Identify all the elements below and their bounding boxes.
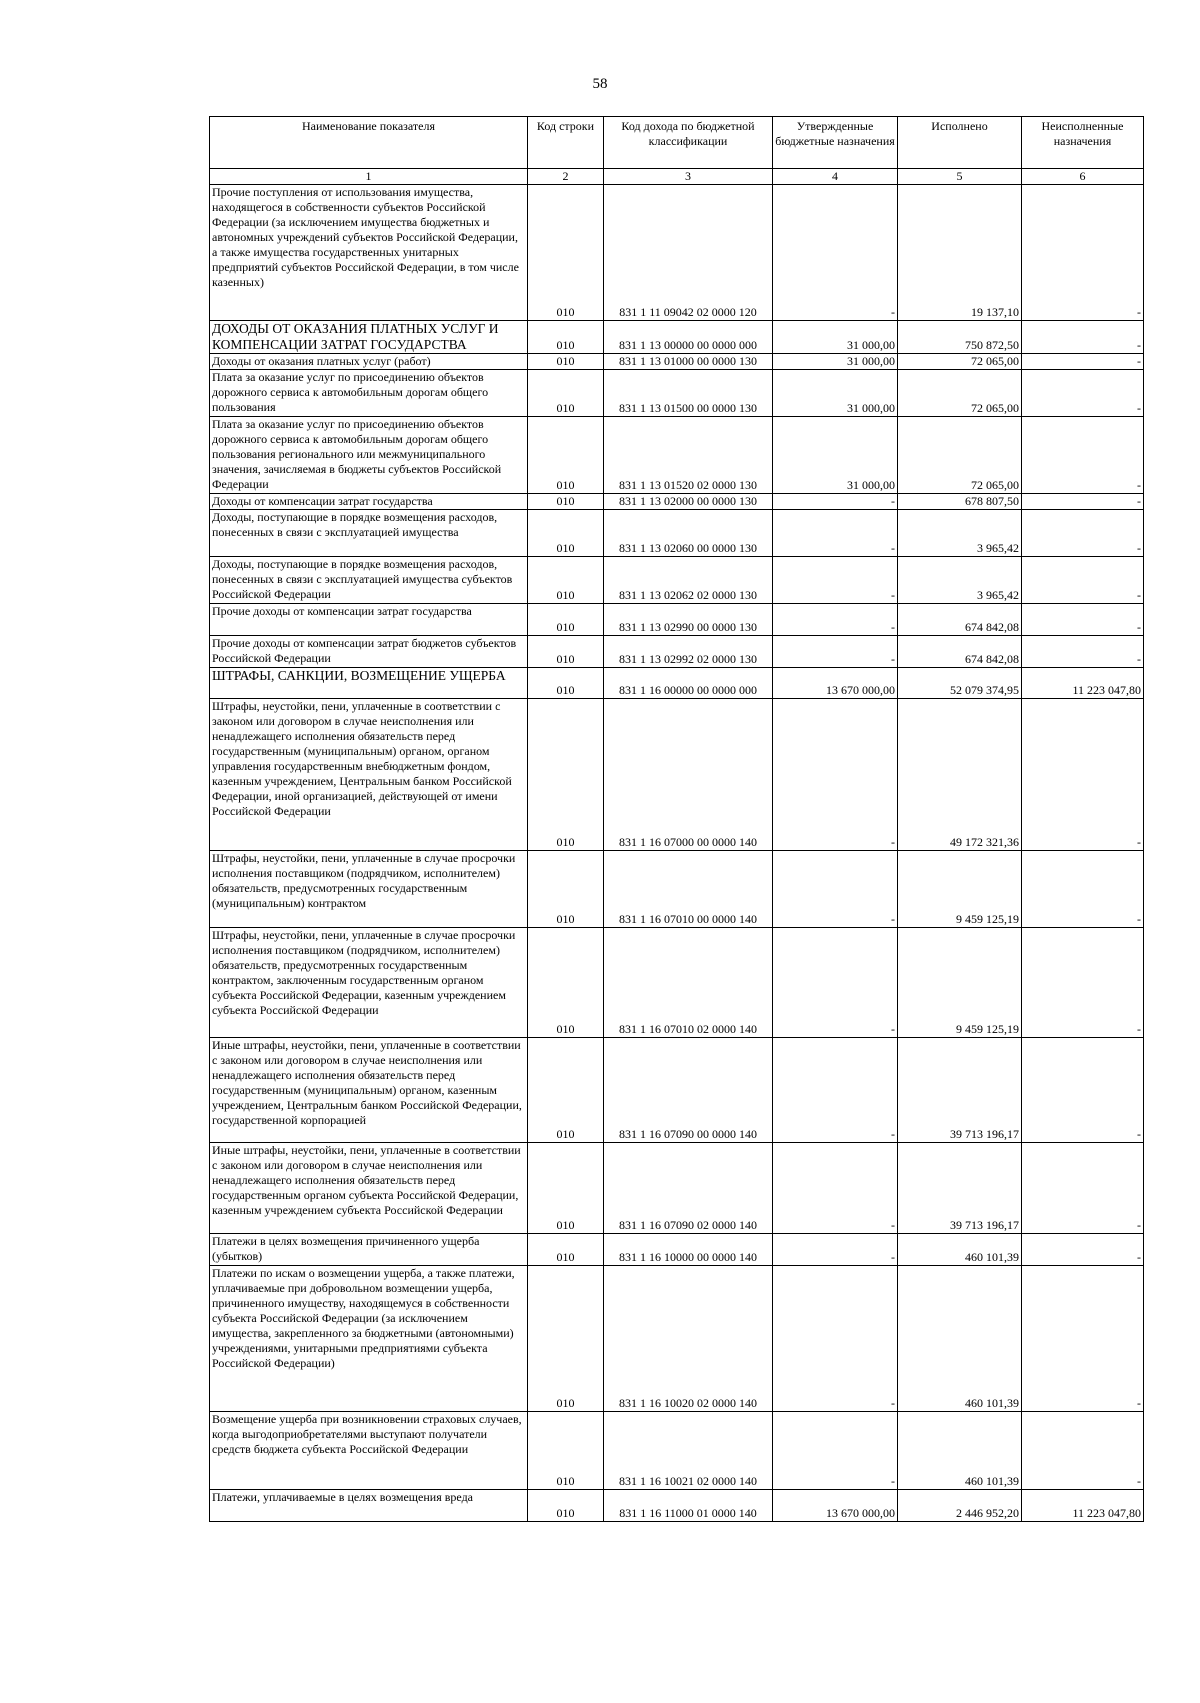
header-unexecuted: Неисполненные назначения <box>1022 117 1144 169</box>
row-name: ШТРАФЫ, САНКЦИИ, ВОЗМЕЩЕНИЕ УЩЕРБА <box>210 668 528 699</box>
column-number: 2 <box>528 169 604 185</box>
row-name: Прочие доходы от компенсации затрат бюджетов субъектов Российской Федерации <box>210 636 528 668</box>
row-income-code: 831 1 16 10020 02 0000 140 <box>604 1266 773 1412</box>
row-approved: 31 000,00 <box>773 354 898 370</box>
row-name: Доходы, поступающие в порядке возмещения расходов, понесенных в связи с эксплуатацией имущества <box>210 510 528 557</box>
row-approved: - <box>773 510 898 557</box>
row-name: Доходы от оказания платных услуг (работ) <box>210 354 528 370</box>
row-executed: 674 842,08 <box>898 636 1022 668</box>
table-row <box>210 417 1144 494</box>
table-row <box>210 668 1144 699</box>
row-income-code: 831 1 16 07010 00 0000 140 <box>604 851 773 928</box>
row-approved: - <box>773 1234 898 1266</box>
header-line-code: Код строки <box>528 117 604 169</box>
row-line-code: 010 <box>528 321 604 354</box>
row-name: Платежи в целях возмещения причиненного ущерба (убытков) <box>210 1234 528 1266</box>
table-row <box>210 370 1144 417</box>
table-row <box>210 185 1144 321</box>
table-row <box>210 321 1144 354</box>
row-name: Штрафы, неустойки, пени, уплаченные в соответствии с законом или договором в случае неисполнения или ненадлежащего исполнения обязательств перед государственным (муниципальным) органом, органом управления государственным внебюджетным фондом, казенным учреждением, Центральным банком Российской Федерации, иной организацией, действующей от имени Российской Федерации <box>210 699 528 851</box>
row-unexecuted: - <box>1022 928 1144 1038</box>
row-name: Возмещение ущерба при возникновении страховых случаев, когда выгодоприобретателями выступают получатели средств бюджета субъекта Российской Федерации <box>210 1412 528 1490</box>
row-line-code: 010 <box>528 604 604 636</box>
row-line-code: 010 <box>528 354 604 370</box>
row-name: Штрафы, неустойки, пени, уплаченные в случае просрочки исполнения поставщиком (подрядчиком, исполнителем) обязательств, предусмотренных государственным (муниципальным) контрактом <box>210 851 528 928</box>
row-income-code: 831 1 13 02992 02 0000 130 <box>604 636 773 668</box>
table-row <box>210 1234 1144 1266</box>
row-name: Прочие поступления от использования имущества, находящегося в собственности субъектов Российской Федерации (за исключением имущества бюджетных и автономных учреждений субъектов Российской Федерации, а также имущества государственных унитарных предприятий субъектов Российской Федерации, в том числе казенных) <box>210 185 528 321</box>
row-executed: 460 101,39 <box>898 1234 1022 1266</box>
table-row <box>210 510 1144 557</box>
row-approved: 13 670 000,00 <box>773 668 898 699</box>
header-row <box>210 117 1144 169</box>
row-name: Доходы от компенсации затрат государства <box>210 494 528 510</box>
row-income-code: 831 1 13 02060 00 0000 130 <box>604 510 773 557</box>
row-unexecuted: - <box>1022 494 1144 510</box>
row-line-code: 010 <box>528 1266 604 1412</box>
row-line-code: 010 <box>528 636 604 668</box>
row-executed: 72 065,00 <box>898 417 1022 494</box>
row-name: Плата за оказание услуг по присоединению объектов дорожного сервиса к автомобильным дорогам общего пользования регионального или межмуниципального значения, зачисляемая в бюджеты субъектов Российской Федерации <box>210 417 528 494</box>
row-line-code: 010 <box>528 417 604 494</box>
row-unexecuted: - <box>1022 354 1144 370</box>
table-row <box>210 1490 1144 1522</box>
column-number: 1 <box>210 169 528 185</box>
column-number-row <box>210 169 1144 185</box>
row-income-code: 831 1 16 10000 00 0000 140 <box>604 1234 773 1266</box>
row-income-code: 831 1 13 01000 00 0000 130 <box>604 354 773 370</box>
row-name: Иные штрафы, неустойки, пени, уплаченные в соответствии с законом или договором в случае неисполнения или ненадлежащего исполнения обязательств перед государственным (муниципальным) органом, казенным учреждением, Центральным банком Российской Федерации, государственной корпорацией <box>210 1038 528 1143</box>
table-row <box>210 928 1144 1038</box>
table-row <box>210 851 1144 928</box>
row-line-code: 010 <box>528 1490 604 1522</box>
row-line-code: 010 <box>528 699 604 851</box>
row-executed: 52 079 374,95 <box>898 668 1022 699</box>
row-approved: - <box>773 928 898 1038</box>
table-row <box>210 1412 1144 1490</box>
row-unexecuted: - <box>1022 321 1144 354</box>
row-line-code: 010 <box>528 1234 604 1266</box>
row-unexecuted: 11 223 047,80 <box>1022 1490 1144 1522</box>
row-income-code: 831 1 13 00000 00 0000 000 <box>604 321 773 354</box>
row-approved: - <box>773 851 898 928</box>
row-executed: 9 459 125,19 <box>898 851 1022 928</box>
row-approved: 31 000,00 <box>773 417 898 494</box>
row-name: Штрафы, неустойки, пени, уплаченные в случае просрочки исполнения поставщиком (подрядчиком, исполнителем) обязательств, предусмотренных государственным контрактом, заключенным государственным органом субъекта Российской Федерации, казенным учреждением субъекта Российской Федерации <box>210 928 528 1038</box>
column-number: 3 <box>604 169 773 185</box>
row-executed: 19 137,10 <box>898 185 1022 321</box>
row-executed: 460 101,39 <box>898 1266 1022 1412</box>
row-unexecuted: - <box>1022 636 1144 668</box>
row-line-code: 010 <box>528 668 604 699</box>
header-approved: Утвержденные бюджетные назначения <box>773 117 898 169</box>
row-executed: 39 713 196,17 <box>898 1038 1022 1143</box>
row-executed: 678 807,50 <box>898 494 1022 510</box>
row-approved: - <box>773 1038 898 1143</box>
row-unexecuted: - <box>1022 1143 1144 1234</box>
row-unexecuted: - <box>1022 1038 1144 1143</box>
row-unexecuted: 11 223 047,80 <box>1022 668 1144 699</box>
row-income-code: 831 1 13 01520 02 0000 130 <box>604 417 773 494</box>
page-number: 58 <box>592 76 608 92</box>
row-name: ДОХОДЫ ОТ ОКАЗАНИЯ ПЛАТНЫХ УСЛУГ И КОМПЕНСАЦИИ ЗАТРАТ ГОСУДАРСТВА <box>210 321 528 354</box>
table-row <box>210 1143 1144 1234</box>
header-name: Наименование показателя <box>210 117 528 169</box>
row-line-code: 010 <box>528 557 604 604</box>
row-executed: 3 965,42 <box>898 557 1022 604</box>
row-line-code: 010 <box>528 851 604 928</box>
row-approved: - <box>773 557 898 604</box>
row-line-code: 010 <box>528 185 604 321</box>
row-approved: 13 670 000,00 <box>773 1490 898 1522</box>
table-row <box>210 1038 1144 1143</box>
row-approved: 31 000,00 <box>773 370 898 417</box>
row-approved: - <box>773 1266 898 1412</box>
row-name: Доходы, поступающие в порядке возмещения расходов, понесенных в связи с эксплуатацией имущества субъектов Российской Федерации <box>210 557 528 604</box>
column-number: 5 <box>898 169 1022 185</box>
table-row <box>210 699 1144 851</box>
row-income-code: 831 1 13 01500 00 0000 130 <box>604 370 773 417</box>
row-income-code: 831 1 16 11000 01 0000 140 <box>604 1490 773 1522</box>
row-line-code: 010 <box>528 494 604 510</box>
row-approved: - <box>773 699 898 851</box>
revenue-table <box>209 116 1144 1522</box>
row-unexecuted: - <box>1022 370 1144 417</box>
row-approved: - <box>773 494 898 510</box>
row-approved: - <box>773 636 898 668</box>
row-unexecuted: - <box>1022 417 1144 494</box>
row-line-code: 010 <box>528 510 604 557</box>
header-executed: Исполнено <box>898 117 1022 169</box>
row-line-code: 010 <box>528 1412 604 1490</box>
column-number: 4 <box>773 169 898 185</box>
row-line-code: 010 <box>528 370 604 417</box>
row-executed: 2 446 952,20 <box>898 1490 1022 1522</box>
column-number: 6 <box>1022 169 1144 185</box>
row-line-code: 010 <box>528 1038 604 1143</box>
row-income-code: 831 1 16 00000 00 0000 000 <box>604 668 773 699</box>
row-income-code: 831 1 13 02000 00 0000 130 <box>604 494 773 510</box>
row-unexecuted: - <box>1022 1412 1144 1490</box>
row-income-code: 831 1 16 07090 02 0000 140 <box>604 1143 773 1234</box>
row-unexecuted: - <box>1022 699 1144 851</box>
row-unexecuted: - <box>1022 185 1144 321</box>
table-row <box>210 604 1144 636</box>
row-income-code: 831 1 13 02990 00 0000 130 <box>604 604 773 636</box>
row-executed: 39 713 196,17 <box>898 1143 1022 1234</box>
row-executed: 72 065,00 <box>898 354 1022 370</box>
row-income-code: 831 1 16 07010 02 0000 140 <box>604 928 773 1038</box>
row-line-code: 010 <box>528 1143 604 1234</box>
row-approved: - <box>773 1143 898 1234</box>
table-body <box>210 185 1144 1522</box>
row-name: Прочие доходы от компенсации затрат государства <box>210 604 528 636</box>
table-row <box>210 557 1144 604</box>
row-unexecuted: - <box>1022 557 1144 604</box>
row-executed: 3 965,42 <box>898 510 1022 557</box>
row-name: Плата за оказание услуг по присоединению объектов дорожного сервиса к автомобильным дорогам общего пользования <box>210 370 528 417</box>
row-approved: - <box>773 185 898 321</box>
header-income-code: Код дохода по бюджетной классификации <box>604 117 773 169</box>
row-income-code: 831 1 16 10021 02 0000 140 <box>604 1412 773 1490</box>
row-name: Платежи по искам о возмещении ущерба, а также платежи, уплачиваемые при добровольном возмещении ущерба, причиненного имуществу, находящемуся в собственности субъекта Российской Федерации (за исключением имущества, закрепленного за бюджетными (автономными) учреждениями, унитарными предприятиями субъекта Российской Федерации) <box>210 1266 528 1412</box>
row-income-code: 831 1 16 07000 00 0000 140 <box>604 699 773 851</box>
row-unexecuted: - <box>1022 1266 1144 1412</box>
row-approved: - <box>773 1412 898 1490</box>
table-row <box>210 494 1144 510</box>
table-row <box>210 636 1144 668</box>
row-executed: 9 459 125,19 <box>898 928 1022 1038</box>
row-approved: 31 000,00 <box>773 321 898 354</box>
row-line-code: 010 <box>528 928 604 1038</box>
row-income-code: 831 1 11 09042 02 0000 120 <box>604 185 773 321</box>
row-income-code: 831 1 13 02062 02 0000 130 <box>604 557 773 604</box>
row-executed: 460 101,39 <box>898 1412 1022 1490</box>
table-row <box>210 354 1144 370</box>
table-row <box>210 1266 1144 1412</box>
row-income-code: 831 1 16 07090 00 0000 140 <box>604 1038 773 1143</box>
row-unexecuted: - <box>1022 1234 1144 1266</box>
row-unexecuted: - <box>1022 510 1144 557</box>
row-name: Иные штрафы, неустойки, пени, уплаченные в соответствии с законом или договором в случае неисполнения или ненадлежащего исполнения обязательств перед государственным органом субъекта Российской Федерации, казенным учреждением субъекта Российской Федерации <box>210 1143 528 1234</box>
row-unexecuted: - <box>1022 604 1144 636</box>
row-approved: - <box>773 604 898 636</box>
row-name: Платежи, уплачиваемые в целях возмещения вреда <box>210 1490 528 1522</box>
row-executed: 49 172 321,36 <box>898 699 1022 851</box>
row-executed: 674 842,08 <box>898 604 1022 636</box>
row-executed: 750 872,50 <box>898 321 1022 354</box>
row-unexecuted: - <box>1022 851 1144 928</box>
row-executed: 72 065,00 <box>898 370 1022 417</box>
